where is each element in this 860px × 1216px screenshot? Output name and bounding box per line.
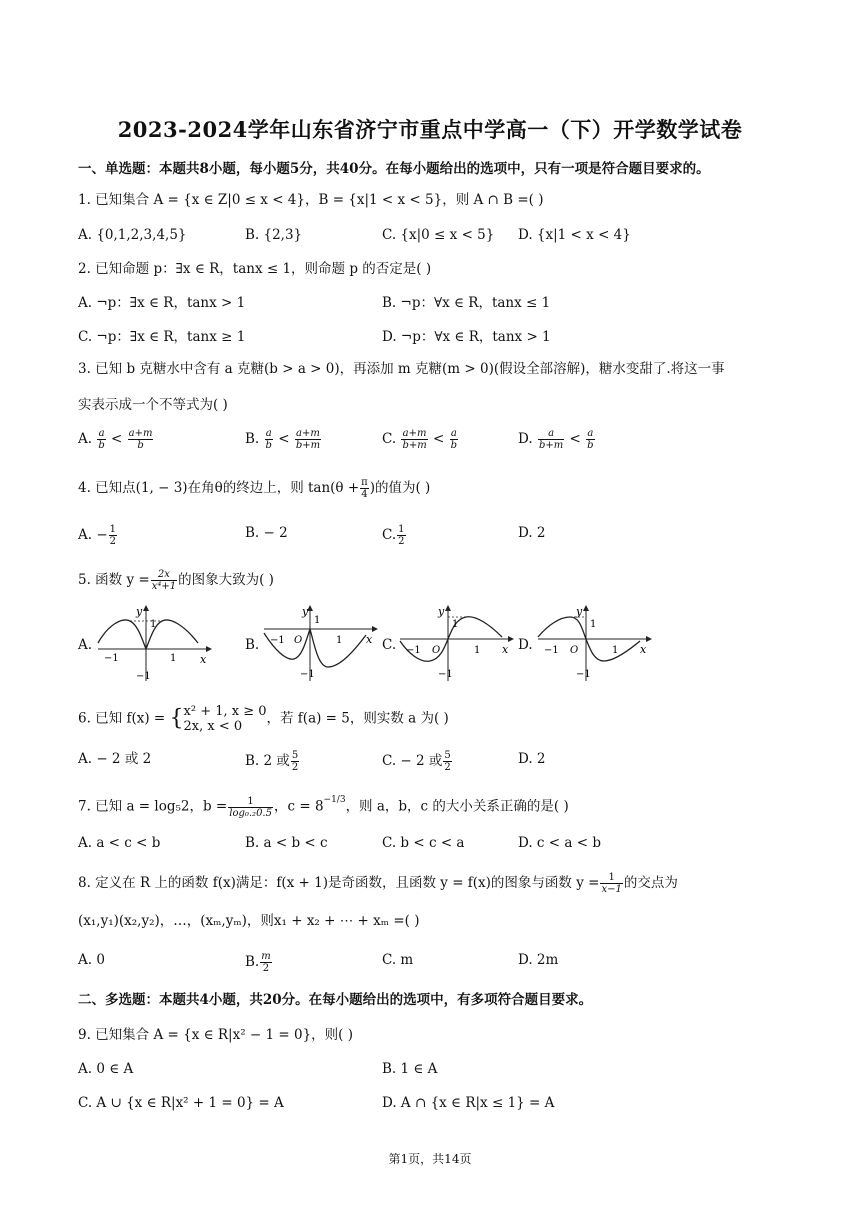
- svg-text:x: x: [366, 633, 373, 646]
- svg-text:−1: −1: [104, 653, 119, 664]
- q5-option-c-label: C.: [382, 637, 397, 653]
- svg-text:y: y: [302, 605, 309, 618]
- q1-option-d: D. {x|1 < x < 4}: [518, 227, 631, 243]
- q6-option-d: D. 2: [518, 751, 546, 767]
- q8-option-b: B. $\frac{m}{2}$: [245, 951, 271, 974]
- svg-text:1: 1: [170, 653, 177, 664]
- svg-text:−1: −1: [544, 645, 559, 656]
- page-footer: 第1页，共14页: [388, 1152, 472, 1166]
- svg-text:−1: −1: [576, 669, 591, 680]
- q6-option-c: C. − 2 或 $\frac{5}{2}$: [382, 750, 451, 773]
- q2-option-d: D. ¬p：∀x ∈ R，tanx > 1: [382, 329, 551, 345]
- q5-option-a-label: A.: [78, 637, 93, 653]
- svg-text:O: O: [432, 645, 441, 656]
- q2-option-c: C. ¬p：∃x ∈ R，tanx ≥ 1: [78, 329, 246, 345]
- svg-text:−1: −1: [438, 669, 453, 680]
- question-8-stem-line1: 8. 定义在 R 上的函数 f(x)满足：f(x + 1)是奇函数，且函数 y = f(x)的图象与函数 y = $\frac{1}{x-1}$ 的交点为: [78, 872, 678, 895]
- section-single-choice: 一、单选题：本题共8小题，每小题5分，共40分。在每小题给出的选项中，只有一项是符合题目要求的。: [78, 161, 710, 177]
- svg-text:O: O: [294, 635, 303, 646]
- q2-option-a: A. ¬p：∃x ∈ R，tanx > 1: [78, 295, 246, 311]
- q5-graph-b: [260, 603, 380, 683]
- question-7-stem: 7. 已知 a = log₅2，b = $\frac{1}{\text{log₀.₂0.5}}$ ，$c = 8^{-1/3}$，则 a，b，c 的大小关系正确的是( ): [78, 795, 569, 819]
- svg-text:1: 1: [590, 619, 597, 630]
- svg-text:−1: −1: [406, 645, 421, 656]
- q5-option-d-label: D.: [518, 637, 533, 653]
- q9-option-d: D. A ∩ {x ∈ R|x ≤ 1} = A: [382, 1095, 555, 1111]
- q4-option-c: C. $\frac{1}{2}$: [382, 524, 405, 547]
- question-3-stem-line2: 实表示成一个不等式为( ): [78, 397, 228, 413]
- svg-text:x: x: [640, 643, 647, 656]
- q5-graph-a: [94, 603, 214, 683]
- svg-text:O: O: [570, 645, 579, 656]
- q8-option-c: C. m: [382, 952, 414, 968]
- q3-option-a: A. $\frac{a}{b}$ < $\frac{a+m}{b}$: [78, 428, 153, 451]
- q4-option-d: D. 2: [518, 525, 546, 541]
- svg-text:1: 1: [150, 619, 157, 630]
- q3-option-d: D. $\frac{a}{b+m}$ < $\frac{a}{b}$: [518, 428, 594, 451]
- svg-text:1: 1: [612, 645, 619, 656]
- svg-text:1: 1: [314, 615, 321, 626]
- q7-option-d: D. c < a < b: [518, 835, 601, 851]
- q7-option-c: C. b < c < a: [382, 835, 465, 851]
- section-multiple-choice: 二、多选题：本题共4小题，共20分。在每小题给出的选项中，有多项符合题目要求。: [78, 992, 593, 1008]
- q9-option-c: C. A ∪ {x ∈ R|x² + 1 = 0} = A: [78, 1095, 284, 1111]
- svg-text:x: x: [502, 643, 509, 656]
- svg-text:1: 1: [336, 635, 343, 646]
- svg-text:−1: −1: [270, 635, 285, 646]
- q9-option-a: A. 0 ∈ A: [78, 1061, 134, 1077]
- page-title: 2023-2024学年山东省济宁市重点中学高一（下）开学数学试卷: [117, 117, 743, 142]
- q8-option-a: A. 0: [78, 952, 105, 968]
- q5-graph-c: [396, 603, 516, 683]
- svg-text:1: 1: [474, 645, 481, 656]
- svg-text:y: y: [438, 605, 445, 618]
- question-8-stem-line2: (x₁,y₁)(x₂,y₂)，…，(xₘ,yₘ)，则x₁ + x₂ + ⋯ + xₘ =( ): [78, 913, 420, 929]
- q8-option-d: D. 2m: [518, 952, 559, 968]
- q3-option-b: B. $\frac{a}{b}$ < $\frac{a+m}{b+m}$: [245, 428, 321, 451]
- q9-option-b: B. 1 ∈ A: [382, 1061, 438, 1077]
- question-1-stem: 1. 已知集合 A = {x ∈ Z|0 ≤ x < 4}，B = {x|1 < x < 5}，则 A ∩ B =( ): [78, 192, 544, 208]
- q1-option-b: B. {2,3}: [245, 227, 303, 243]
- svg-text:−1: −1: [300, 669, 315, 680]
- question-4-stem: 4. 已知点(1, − 3)在角θ的终边上，则 tan(θ + $\frac{\pi}{4}$ )的值为( ): [78, 477, 431, 500]
- question-3-stem-line1: 3. 已知 b 克糖水中含有 a 克糖(b > a > 0)，再添加 m 克糖(m > 0)(假设全部溶解)，糖水变甜了.将这一事: [78, 361, 725, 377]
- q2-option-b: B. ¬p：∀x ∈ R，tanx ≤ 1: [382, 295, 551, 311]
- question-2-stem: 2. 已知命题 p：∃x ∈ R，tanx ≤ 1，则命题 p 的否定是( ): [78, 261, 432, 277]
- q3-option-c: C. $\frac{a+m}{b+m}$ < $\frac{a}{b}$: [382, 428, 458, 451]
- question-5-stem: 5. 函数 y = $\frac{2x}{\text{x⁴+1}}$ 的图象大致为( ): [78, 569, 274, 592]
- q6-option-b: B. 2 或 $\frac{5}{2}$: [245, 750, 299, 773]
- svg-text:y: y: [576, 605, 583, 618]
- q4-option-a: A. − $\frac{1}{2}$: [78, 524, 117, 547]
- q1-option-c: C. {x|0 ≤ x < 5}: [382, 227, 495, 243]
- graph-a-y-label: y: [136, 605, 143, 618]
- q5-graph-d: [534, 603, 654, 683]
- q4-option-b: B. − 2: [245, 525, 288, 541]
- q7-option-a: A. a < c < b: [78, 835, 161, 851]
- q5-option-b-label: B.: [245, 637, 260, 653]
- question-9-stem: 9. 已知集合 A = {x ∈ R|x² − 1 = 0}，则( ): [78, 1027, 354, 1043]
- q1-option-a: A. {0,1,2,3,4,5}: [78, 227, 187, 243]
- svg-text:x: x: [200, 653, 207, 666]
- question-6-stem: 6. 已知 f(x) = { x² + 1, x ≥ 0 2x, x < 0 ，若 f(a) = 5，则实数 a 为( ): [78, 704, 449, 734]
- q6-option-a: A. − 2 或 2: [78, 751, 152, 767]
- svg-text:1: 1: [452, 619, 459, 630]
- svg-text:−1: −1: [136, 671, 151, 682]
- q7-option-b: B. a < b < c: [245, 835, 328, 851]
